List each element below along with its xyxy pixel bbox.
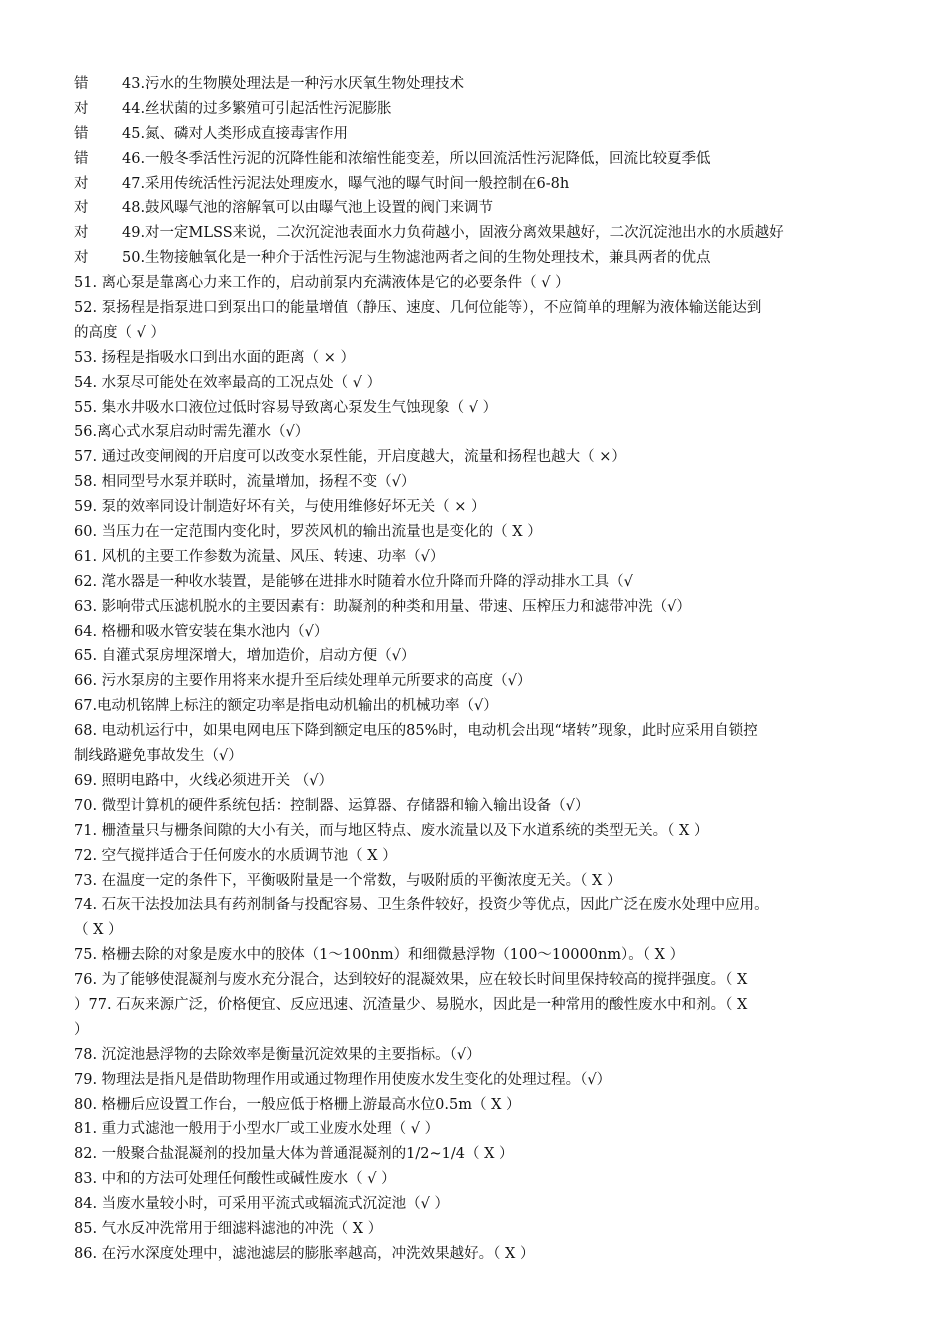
question-line — [0, 719, 950, 744]
question-line — [0, 346, 950, 371]
question-line — [0, 1192, 950, 1217]
question-item — [0, 669, 950, 694]
answer-mark: 错 — [74, 125, 89, 142]
statement-text: 45.氮、磷对人类形成直接毒害作用 — [122, 125, 349, 142]
answer-mark: 对 — [74, 175, 89, 192]
question-line — [0, 1242, 950, 1267]
question-text: 62. 滗水器是一种收水装置，是能够在进排水时随着水位升降而升降的浮动排水工具（√ — [74, 573, 633, 590]
question-line — [0, 893, 950, 918]
question-line — [0, 520, 950, 545]
question-text: 的高度（ √ ） — [74, 324, 165, 341]
question-item — [0, 1167, 950, 1192]
question-text: 74. 石灰干法投加法具有药剂制备与投配容易、卫生条件较好，投资少等优点，因此广泛在废水处理中应用。 — [74, 897, 769, 914]
answer-mark: 对 — [74, 250, 89, 267]
answer-mark: 对 — [74, 100, 89, 117]
question-item — [0, 445, 950, 470]
question-item — [0, 968, 950, 1043]
question-text: 69. 照明电路中，火线必须进开关 （√） — [74, 772, 334, 789]
question-line — [0, 1167, 950, 1192]
question-item — [0, 1242, 950, 1267]
question-line — [0, 470, 950, 495]
question-text: 64. 格栅和吸水管安装在集水池内（√） — [74, 623, 329, 640]
question-text: 80. 格栅后应设置工作台，一般应低于格栅上游最高水位0.5m（ X ） — [74, 1096, 521, 1113]
question-line — [0, 794, 950, 819]
question-item — [0, 545, 950, 570]
question-item — [0, 694, 950, 719]
question-text: 59. 泵的效率同设计制造好坏有关，与使用维修好坏无关（ × ） — [74, 499, 486, 516]
statement-row — [0, 172, 950, 197]
statement-text: 44.丝状菌的过多繁殖可引起活性污泥膨胀 — [122, 100, 392, 117]
question-line — [0, 620, 950, 645]
question-text: 66. 污水泵房的主要作用将来水提升至后续处理单元所要求的高度（√） — [74, 673, 532, 690]
statement-text: 48.鼓风曝气池的溶解氧可以由曝气池上设置的阀门来调节 — [122, 200, 494, 217]
question-line — [0, 495, 950, 520]
question-item — [0, 794, 950, 819]
question-text: 81. 重力式滤池一般用于小型水厂或工业废水处理（ √ ） — [74, 1121, 440, 1138]
question-item — [0, 893, 950, 943]
question-item — [0, 1117, 950, 1142]
question-line — [0, 1043, 950, 1068]
question-text: 67.电动机铭牌上标注的额定功率是指电动机输出的机械功率（√） — [74, 698, 498, 715]
question-text: 53. 扬程是指吸水口到出水面的距离（ × ） — [74, 349, 356, 366]
question-item — [0, 271, 950, 296]
question-text: 60. 当压力在一定范围内变化时，罗茨风机的输出流量也是变化的（ X ） — [74, 524, 542, 541]
statement-text: 43.污水的生物膜处理法是一种污水厌氧生物处理技术 — [122, 76, 465, 92]
question-line — [0, 1068, 950, 1093]
question-continuation — [0, 993, 950, 1018]
question-line — [0, 1217, 950, 1242]
question-line — [0, 271, 950, 296]
statement-row — [0, 147, 950, 172]
answer-mark: 错 — [74, 150, 89, 167]
question-line — [0, 1117, 950, 1142]
question-line — [0, 1093, 950, 1118]
question-item — [0, 1068, 950, 1093]
question-item — [0, 844, 950, 869]
question-text: 63. 影响带式压滤机脱水的主要因素有：助凝剂的种类和用量、带速、压榨压力和滤带冲洗（√） — [74, 598, 691, 615]
question-item — [0, 719, 950, 769]
question-text: 57. 通过改变闸阀的开启度可以改变水泵性能，开启度越大，流量和扬程也越大（ ×） — [74, 449, 626, 466]
question-text: ） — [74, 1021, 89, 1038]
question-text: 51. 离心泵是靠离心力来工作的，启动前泵内充满液体是它的必要条件（ √ ） — [74, 275, 570, 292]
question-item — [0, 644, 950, 669]
question-item — [0, 769, 950, 794]
question-line — [0, 570, 950, 595]
question-text: 78. 沉淀池悬浮物的去除效率是衡量沉淀效果的主要指标。（√） — [74, 1046, 481, 1063]
true-false-list — [0, 72, 950, 271]
question-text: 84. 当废水量较小时，可采用平流式或辐流式沉淀池（√ ） — [74, 1196, 450, 1213]
question-line — [0, 595, 950, 620]
question-line — [0, 445, 950, 470]
question-line — [0, 819, 950, 844]
question-text: 制线路避免事故发生（√） — [74, 748, 243, 765]
question-text: 65. 自灌式泵房埋深增大，增加造价，启动方便（√） — [74, 648, 416, 665]
statement-row — [0, 97, 950, 122]
question-line — [0, 968, 950, 993]
question-text: 70. 微型计算机的硬件系统包括：控制器、运算器、存储器和输入输出设备（√） — [74, 797, 590, 814]
document-page — [0, 72, 950, 1267]
question-line — [0, 420, 950, 445]
question-item — [0, 1043, 950, 1068]
question-continuation — [0, 321, 950, 346]
statement-text: 47.采用传统活性污泥法处理废水，曝气池的曝气时间一般控制在6-8h — [122, 175, 570, 192]
question-item — [0, 869, 950, 894]
question-line — [0, 545, 950, 570]
question-text: 56.离心式水泵启动时需先灌水（√） — [74, 424, 310, 441]
question-item — [0, 570, 950, 595]
statement-row — [0, 196, 950, 221]
answer-mark: 对 — [74, 200, 89, 217]
question-line — [0, 296, 950, 321]
question-item — [0, 1093, 950, 1118]
question-item — [0, 420, 950, 445]
question-text: 52. 泵扬程是指泵进口到泵出口的能量增值（静压、速度、几何位能等），不应简单的理解为液体输送能达到 — [74, 300, 762, 317]
statement-row — [0, 122, 950, 147]
question-line — [0, 669, 950, 694]
statement-row — [0, 72, 950, 97]
question-continuation — [0, 1018, 950, 1043]
question-text: 58. 相同型号水泵并联时，流量增加，扬程不变（√） — [74, 474, 416, 491]
question-line — [0, 869, 950, 894]
statement-text: 46.一般冬季活性污泥的沉降性能和浓缩性能变差，所以回流活性污泥降低，回流比较夏季低 — [122, 150, 711, 167]
question-continuation — [0, 918, 950, 943]
statement-text: 49.对一定MLSS来说，二次沉淀池表面水力负荷越小，固液分离效果越好，二次沉淀池出水的水质越好 — [122, 225, 784, 242]
question-text: （ X ） — [74, 922, 123, 939]
statement-row — [0, 246, 950, 271]
question-text: 73. 在温度一定的条件下，平衡吸附量是一个常数，与吸附质的平衡浓度无关。（ X ） — [74, 872, 622, 889]
question-list — [0, 271, 950, 1267]
question-item — [0, 1217, 950, 1242]
question-line — [0, 694, 950, 719]
question-text: 71. 栅渣量只与栅条间隙的大小有关，而与地区特点、废水流量以及下水道系统的类型无关。（ X ） — [74, 822, 709, 839]
question-text: 61. 风机的主要工作参数为流量、风压、转速、功率（√） — [74, 548, 445, 565]
question-item — [0, 495, 950, 520]
question-item — [0, 371, 950, 396]
question-text: 86. 在污水深度处理中，滤池滤层的膨胀率越高，冲洗效果越好。（ X ） — [74, 1245, 535, 1262]
question-item — [0, 1192, 950, 1217]
question-text: 82. 一般聚合盐混凝剂的投加量大体为普通混凝剂的1/2~1/4（ X ） — [74, 1146, 514, 1163]
question-item — [0, 470, 950, 495]
question-text: 85. 气水反冲洗常用于细滤料滤池的冲洗（ X ） — [74, 1220, 383, 1237]
question-item — [0, 520, 950, 545]
question-line — [0, 644, 950, 669]
question-text: 83. 中和的方法可处理任何酸性或碱性废水（ √ ） — [74, 1171, 396, 1188]
question-line — [0, 844, 950, 869]
question-item — [0, 819, 950, 844]
question-item — [0, 943, 950, 968]
question-item — [0, 620, 950, 645]
answer-mark: 对 — [74, 225, 89, 242]
question-line — [0, 1142, 950, 1167]
question-text: 75. 格栅去除的对象是废水中的胶体（1～100nm）和细微悬浮物（100～10000nm）。（ X ） — [74, 947, 685, 964]
question-text: ）77. 石灰来源广泛，价格便宜、反应迅速、沉渣量少、易脱水，因此是一种常用的酸性废水中和剂。（ X — [74, 996, 748, 1013]
question-text: 72. 空气搅拌适合于任何废水的水质调节池（ X ） — [74, 847, 397, 864]
question-text: 54. 水泵尽可能处在效率最高的工况点处（ √ ） — [74, 374, 382, 391]
question-line — [0, 371, 950, 396]
question-continuation — [0, 744, 950, 769]
statement-row — [0, 221, 950, 246]
question-line — [0, 769, 950, 794]
question-text: 55. 集水井吸水口液位过低时容易导致离心泵发生气蚀现象（ √ ） — [74, 399, 498, 416]
question-item — [0, 1142, 950, 1167]
question-text: 76. 为了能够使混凝剂与废水充分混合，达到较好的混凝效果，应在较长时间里保持较高的搅拌强度。（ X — [74, 972, 748, 989]
question-item — [0, 296, 950, 346]
question-line — [0, 396, 950, 421]
question-item — [0, 595, 950, 620]
question-text: 68. 电动机运行中，如果电网电压下降到额定电压的85%时，电动机会出现“堵转”现象，此时应采用自锁控 — [74, 723, 758, 740]
question-item — [0, 346, 950, 371]
question-text: 79. 物理法是指凡是借助物理作用或通过物理作用使废水发生变化的处理过程。（√） — [74, 1071, 612, 1088]
answer-mark: 错 — [74, 76, 89, 92]
question-line — [0, 943, 950, 968]
statement-text: 50.生物接触氧化是一种介于活性污泥与生物滤池两者之间的生物处理技术，兼具两者的优点 — [122, 250, 711, 267]
question-item — [0, 396, 950, 421]
